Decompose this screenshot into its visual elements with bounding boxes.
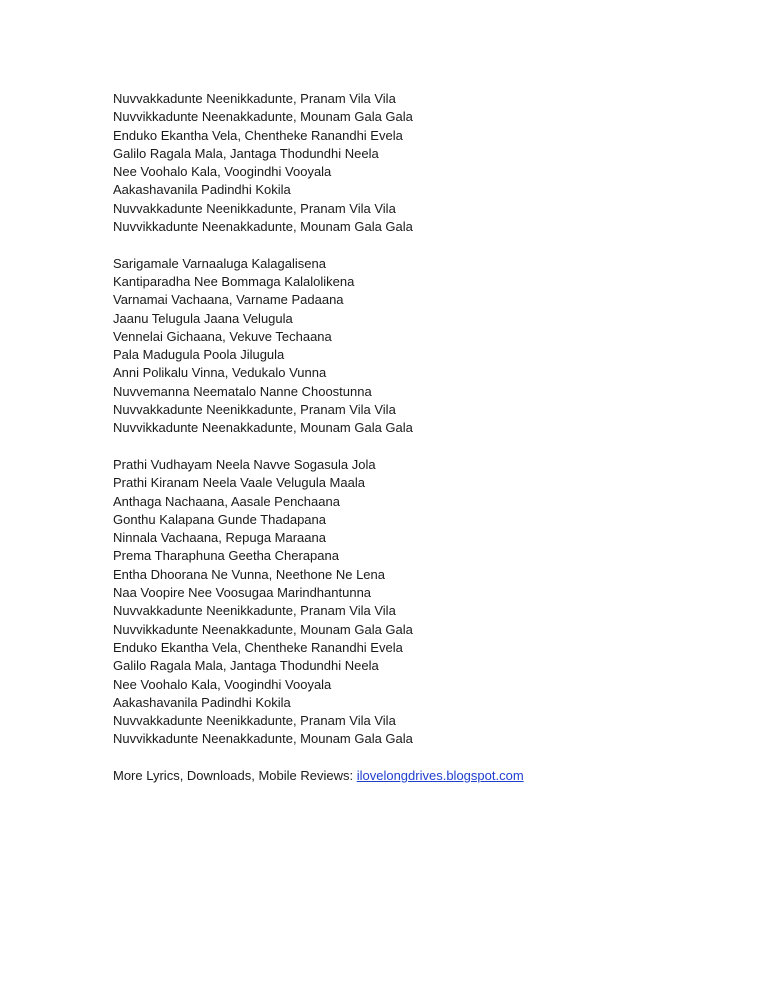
lyric-line: Kantiparadha Nee Bommaga Kalalolikena [113, 273, 355, 289]
lyric-line: Prathi Vudhayam Neela Navve Sogasula Jola [113, 456, 376, 472]
lyric-line: Nuvvikkadunte Neenakkadunte, Mounam Gala Gala [113, 219, 413, 235]
lyric-line: Nuvvikkadunte Neenakkadunte, Mounam Gala Gala [113, 731, 413, 747]
lyric-line: Ninnala Vachaana, Repuga Maraana [113, 530, 326, 546]
lyric-line: Nuvvikkadunte Neenakkadunte, Mounam Gala Gala [113, 109, 413, 125]
lyric-line: Nuvvikkadunte Neenakkadunte, Mounam Gala Gala [113, 621, 413, 637]
lyric-line: Nee Voohalo Kala, Voogindhi Vooyala [113, 164, 332, 180]
lyric-line: Naa Voopire Nee Voosugaa Marindhantunna [113, 585, 372, 601]
lyric-line: Entha Dhoorana Ne Vunna, Neethone Ne Lena [113, 566, 385, 582]
footer-line [113, 767, 733, 785]
stanza [113, 456, 733, 749]
lyric-line: Aakashavanila Padindhi Kokila [113, 694, 291, 710]
stanza-container [113, 90, 733, 749]
lyric-line: Nuvvakkadunte Neenikkadunte, Pranam Vila Vila [113, 603, 396, 619]
lyric-line: Nuvvikkadunte Neenakkadunte, Mounam Gala Gala [113, 420, 413, 436]
lyric-line: Nuvvakkadunte Neenikkadunte, Pranam Vila Vila [113, 402, 396, 418]
lyric-line: Jaanu Telugula Jaana Velugula [113, 310, 293, 326]
stanza [113, 255, 733, 438]
lyric-line: Nuvvakkadunte Neenikkadunte, Pranam Vila Vila [113, 200, 396, 216]
stanza [113, 90, 733, 236]
lyric-line: Varnamai Vachaana, Varname Padaana [113, 292, 344, 308]
lyric-line: Galilo Ragala Mala, Jantaga Thodundhi Neela [113, 145, 379, 161]
footer-link[interactable]: ilovelongdrives.blogspot.com [356, 767, 524, 783]
lyric-line: Sarigamale Varnaaluga Kalagalisena [113, 255, 326, 271]
lyric-line: Nee Voohalo Kala, Voogindhi Vooyala [113, 676, 332, 692]
lyric-line: Aakashavanila Padindhi Kokila [113, 182, 291, 198]
lyric-line: Galilo Ragala Mala, Jantaga Thodundhi Neela [113, 658, 379, 674]
lyric-line: Enduko Ekantha Vela, Chentheke Ranandhi Evela [113, 639, 403, 655]
lyric-line: Nuvvakkadunte Neenikkadunte, Pranam Vila Vila [113, 713, 396, 729]
lyric-line: Anthaga Nachaana, Aasale Penchaana [113, 493, 340, 509]
lyric-line: Prema Tharaphuna Geetha Cherapana [113, 548, 339, 564]
lyric-line: Pala Madugula Poola Jilugula [113, 347, 285, 363]
lyric-line: Prathi Kiranam Neela Vaale Velugula Maala [113, 475, 365, 491]
footer-label: More Lyrics, Downloads, Mobile Reviews: [113, 767, 357, 783]
lyric-line: Vennelai Gichaana, Vekuve Techaana [113, 328, 332, 344]
lyric-line: Nuvvemanna Neematalo Nanne Choostunna [113, 383, 372, 399]
lyric-line: Enduko Ekantha Vela, Chentheke Ranandhi Evela [113, 127, 403, 143]
lyric-line: Anni Polikalu Vinna, Vedukalo Vunna [113, 365, 327, 381]
lyric-line: Gonthu Kalapana Gunde Thadapana [113, 511, 326, 527]
lyrics-body [113, 90, 733, 785]
lyric-line: Nuvvakkadunte Neenikkadunte, Pranam Vila Vila [113, 91, 396, 106]
